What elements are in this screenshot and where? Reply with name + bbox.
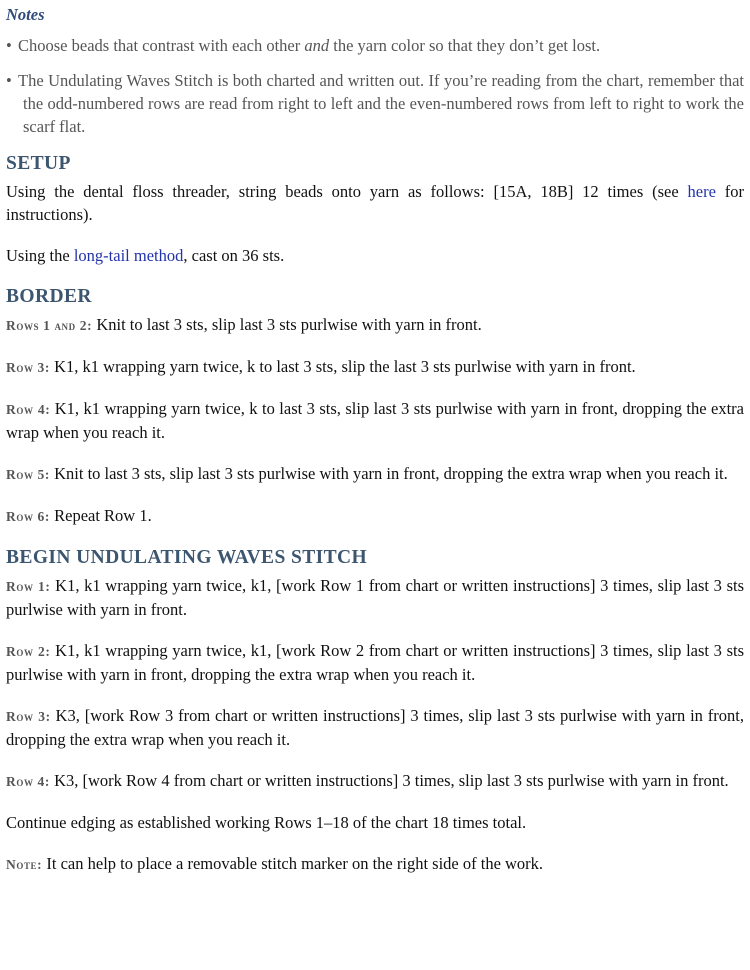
border-section — [6, 285, 744, 528]
row-label: Row 4: — [6, 402, 51, 417]
setup-section — [6, 152, 744, 267]
setup-heading: SETUP — [6, 153, 71, 174]
border-row — [6, 313, 744, 337]
waves-row — [6, 769, 744, 793]
note-text: the yarn color so that they don’t get lost. — [329, 36, 601, 55]
row-label: Row 6: — [6, 509, 50, 524]
row-text: K1, k1 wrapping yarn twice, k to last 3 sts, slip the last 3 sts purlwise with yarn in front. — [49, 357, 636, 376]
border-heading: BORDER — [6, 286, 92, 307]
row-text: Repeat Row 1. — [49, 506, 152, 525]
setup-text: , cast on 36 sts. — [183, 246, 285, 265]
note-text: It can help to place a removable stitch marker on the right side of the work. — [42, 854, 544, 873]
continue-paragraph: Continue edging as established working Rows 1–18 of the chart 18 times total. — [6, 813, 527, 832]
row-label: Row 5: — [6, 467, 50, 482]
note-item — [6, 34, 744, 57]
row-text: K3, [work Row 3 from chart or written instructions] 3 times, slip last 3 sts purlwise with yarn in front, dropping the extra wrap when you reach it. — [6, 706, 744, 749]
note-item — [6, 69, 744, 138]
row-label: Row 3: — [6, 360, 50, 375]
row-label: Row 4: — [6, 774, 50, 789]
row-label: Row 1: — [6, 579, 51, 594]
notes-heading: Notes — [6, 5, 45, 24]
row-text: K3, [work Row 4 from chart or written instructions] 3 times, slip last 3 sts purlwise with yarn in front. — [49, 771, 729, 790]
setup-text: for instructions). — [6, 182, 744, 224]
row-text: Knit to last 3 sts, slip last 3 sts purlwise with yarn in front. — [92, 315, 482, 334]
row-label: Rows 1 and 2: — [6, 318, 93, 333]
border-row — [6, 397, 744, 444]
setup-cast-on-paragraph — [6, 244, 744, 267]
border-row — [6, 504, 744, 528]
border-row — [6, 355, 744, 379]
row-text: K1, k1 wrapping yarn twice, k1, [work Row 1 from chart or written instructions] 3 times, slip last 3 sts purlwise with yarn in front. — [6, 576, 744, 619]
row-text: K1, k1 wrapping yarn twice, k1, [work Row 2 from chart or written instructions] 3 times, slip last 3 sts purlwise with yarn in front, dropping the extra wrap when you reach it. — [6, 641, 744, 684]
waves-row — [6, 639, 744, 686]
waves-row — [6, 574, 744, 621]
waves-heading: BEGIN UNDULATING WAVES STITCH — [6, 547, 368, 568]
row-label: Row 2: — [6, 644, 51, 659]
waves-section — [6, 546, 744, 876]
note-paragraph — [6, 852, 744, 876]
setup-beads-paragraph — [6, 180, 744, 226]
setup-text: Using the — [6, 246, 74, 265]
row-text: K1, k1 wrapping yarn twice, k to last 3 sts, slip last 3 sts purlwise with yarn in front, dropping the extra wrap when you reach it. — [6, 399, 744, 442]
row-label: Row 3: — [6, 709, 51, 724]
setup-text: Using the dental floss threader, string beads onto yarn as follows: [15A, 18B] 12 times (see — [6, 182, 688, 201]
border-row — [6, 462, 744, 486]
note-label: Note: — [6, 857, 43, 872]
here-link[interactable]: here — [687, 182, 716, 201]
note-text: Choose beads that contrast with each other — [18, 36, 305, 55]
long-tail-method-link[interactable]: long-tail method — [73, 246, 184, 265]
note-emphasis: and — [304, 36, 330, 55]
note-text: The Undulating Waves Stitch is both charted and written out. If you’re reading from the chart, remember that the odd-numbered rows are read from right to left and the even-numbered rows from left to right to work the scarf flat. — [18, 71, 744, 136]
bullet-icon: • — [6, 36, 12, 55]
bullet-icon: • — [6, 71, 12, 90]
waves-row — [6, 704, 744, 751]
notes-section — [6, 4, 744, 138]
row-text: Knit to last 3 sts, slip last 3 sts purlwise with yarn in front, dropping the extra wrap when you reach it. — [49, 464, 728, 483]
